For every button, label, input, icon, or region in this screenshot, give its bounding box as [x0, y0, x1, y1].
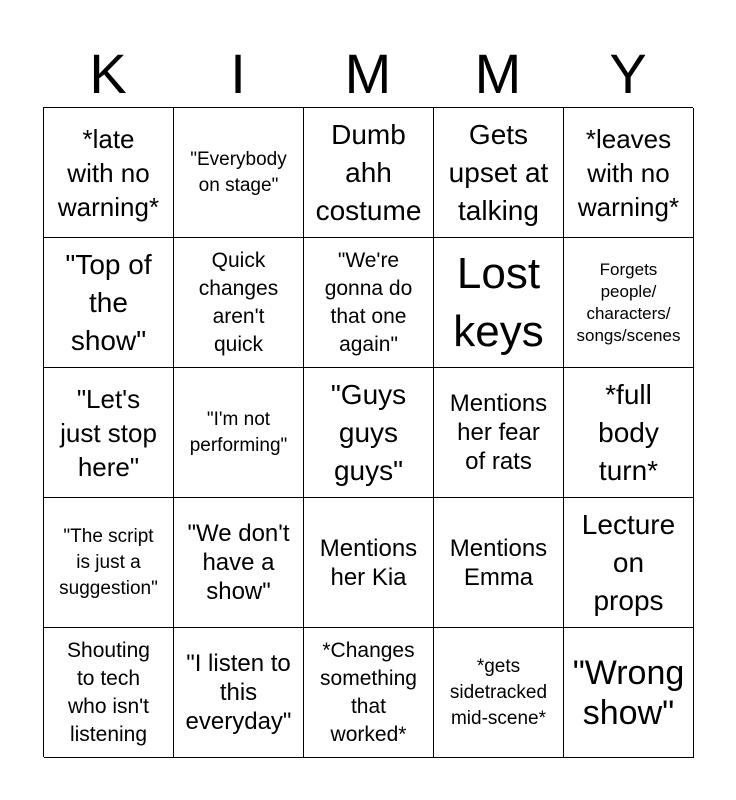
bingo-cell-text: Mentions her fear of rats [449, 390, 548, 475]
bingo-cell-text: Shouting to tech who isn't listening [67, 638, 150, 746]
bingo-cell[interactable] [44, 368, 174, 498]
header-letter: M [474, 42, 522, 105]
bingo-cell-text: Quick changes aren't quick [198, 248, 279, 356]
bingo-cell[interactable] [304, 238, 434, 368]
bingo-cell[interactable] [434, 238, 564, 368]
bingo-cell-text: "Wrong show" [572, 653, 685, 732]
bingo-cell[interactable] [174, 628, 304, 758]
bingo-cell[interactable] [44, 628, 174, 758]
bingo-cell-text: "Top of the show" [65, 248, 152, 356]
bingo-cell[interactable] [564, 628, 694, 758]
bingo-cell-text: "I'm not performing" [189, 408, 288, 456]
bingo-cell[interactable] [44, 498, 174, 628]
bingo-cell-text: *gets sidetracked mid-scene* [449, 655, 548, 729]
bingo-cell-text: "Let's just stop here" [60, 383, 157, 482]
bingo-cell[interactable] [564, 108, 694, 238]
bingo-cell-text: "Guys guys guys" [330, 378, 407, 486]
bingo-cell-text: *leaves with no warning* [577, 123, 680, 222]
bingo-cell-text: "We're gonna do that one again" [324, 248, 413, 356]
bingo-cell[interactable] [304, 108, 434, 238]
bingo-cell[interactable] [304, 498, 434, 628]
bingo-cell[interactable] [44, 238, 174, 368]
bingo-cell-text: "We don't have a show" [187, 520, 290, 605]
bingo-cell-text: Forgets people/ characters/ songs/scenes [576, 259, 681, 345]
header-letter: K [89, 42, 127, 105]
bingo-cell-text: Dumb ahh costume [315, 118, 422, 226]
bingo-cell[interactable] [174, 238, 304, 368]
bingo-cell[interactable] [174, 368, 304, 498]
bingo-cell[interactable] [304, 628, 434, 758]
bingo-cell[interactable] [44, 108, 174, 238]
bingo-header [43, 40, 693, 108]
bingo-cell-text: Lost keys [453, 248, 544, 356]
bingo-cell[interactable] [174, 108, 304, 238]
bingo-cell[interactable] [434, 498, 564, 628]
bingo-cell[interactable] [174, 498, 304, 628]
bingo-cell[interactable] [564, 238, 694, 368]
bingo-cell[interactable] [564, 368, 694, 498]
bingo-cell-text: Lecture on props [581, 508, 676, 616]
header-letter: Y [609, 42, 647, 105]
bingo-cell[interactable] [304, 368, 434, 498]
bingo-cell[interactable] [434, 108, 564, 238]
bingo-cell-text: *full body turn* [598, 378, 659, 486]
header-letter: I [230, 42, 246, 105]
bingo-cell-text: Mentions Emma [449, 534, 548, 591]
bingo-cell-text: Gets upset at talking [448, 118, 549, 226]
bingo-cell[interactable] [564, 498, 694, 628]
bingo-cell-text: "Everybody on stage" [190, 148, 287, 196]
header-letter: M [344, 42, 392, 105]
bingo-cell-text: "The script is just a suggestion" [59, 525, 158, 599]
bingo-cell-text: Mentions her Kia [319, 534, 418, 591]
bingo-cell-text: *Changes something that worked* [320, 638, 417, 746]
bingo-board [43, 107, 693, 757]
bingo-cell[interactable] [434, 368, 564, 498]
bingo-cell-text: *late with no warning* [57, 123, 160, 222]
bingo-cell[interactable] [434, 628, 564, 758]
bingo-cell-text: "I listen to this everyday" [185, 650, 292, 735]
